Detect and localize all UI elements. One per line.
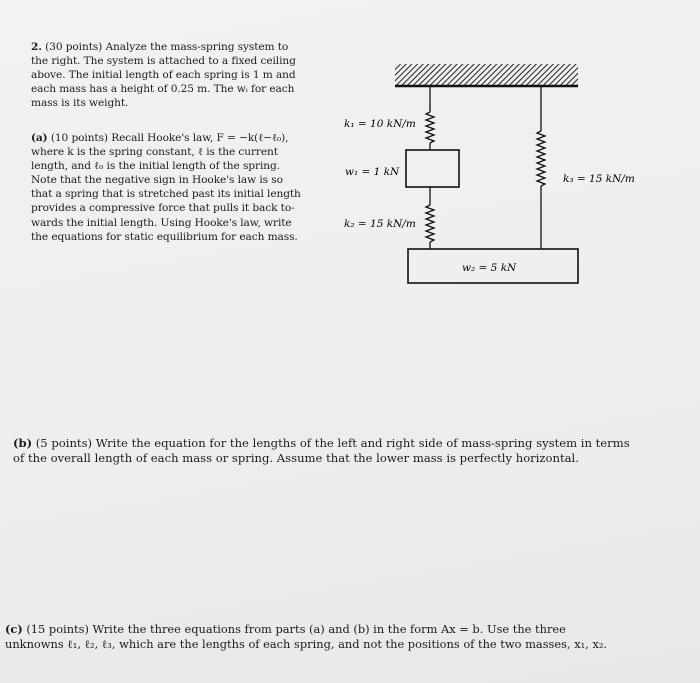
intro-line-3: each mass has a height of 0.25 m. The wᵢ for each	[31, 83, 295, 96]
part-a-line-4: that a spring that is stretched past its initial length	[31, 188, 301, 201]
intro-line-4: mass is its weight.	[31, 97, 129, 110]
part-c-points: (15 points)	[26, 622, 89, 636]
part-a-line-3: Note that the negative sign in Hooke's law is so	[31, 174, 283, 187]
spring-k3	[537, 86, 545, 249]
part-a-line-2: length, and ℓ₀ is the initial length of the spring.	[31, 160, 280, 173]
ceiling-hatch	[395, 64, 578, 86]
part-a-line-5: provides a compressive force that pulls it back to-	[31, 202, 295, 215]
part-a-line-1: where k is the spring constant, ℓ is the current	[31, 146, 278, 159]
intro-line-2: above. The initial length of each spring is 1 m and	[31, 69, 296, 82]
part-b	[13, 436, 630, 466]
spring-k1	[426, 86, 434, 150]
part-c-line-1: unknowns ℓ₁, ℓ₂, ℓ₃, which are the lengths of each spring, and not the positions of the two masses, x₁, x₂.	[5, 637, 608, 651]
part-b-line-1: of the overall length of each mass or spring. Assume that the lower mass is perfectly horizontal.	[13, 451, 579, 465]
intro-line-0: Analyze the mass-spring system to	[105, 41, 289, 53]
intro-line-1: the right. The system is attached to a fixed ceiling	[31, 55, 296, 68]
problem-points: (30 points)	[45, 41, 103, 53]
part-b-label: (b)	[13, 436, 33, 450]
spring-k2	[426, 187, 434, 249]
part-b-line-0: Write the equation for the lengths of the left and right side of mass-spring system in terms	[95, 436, 630, 450]
part-c	[5, 622, 607, 652]
part-a-label: (a)	[31, 132, 48, 144]
part-a-points: (10 points)	[50, 132, 108, 144]
label-w2: w₂ = 5 kN	[462, 262, 517, 274]
part-a-line-7: the equations for static equilibrium for each mass.	[31, 230, 298, 243]
part-a-line-6: wards the initial length. Using Hooke's law, write	[31, 216, 292, 229]
part-b-points: (5 points)	[35, 436, 93, 450]
part-c-label: (c)	[5, 622, 23, 636]
part-a-line-0: Recall Hooke's law, F = −k(ℓ−ℓ₀),	[111, 132, 289, 144]
label-k3: k₃ = 15 kN/m	[563, 173, 635, 185]
part-c-line-0: Write the three equations from parts (a) and (b) in the form Ax = b. Use the three	[92, 622, 566, 636]
label-k2: k₂ = 15 kN/m	[344, 218, 416, 230]
label-k1: k₁ = 10 kN/m	[344, 118, 416, 130]
label-w1: w₁ = 1 kN	[345, 166, 400, 178]
problem-number: 2.	[31, 41, 42, 53]
mass-w1	[406, 150, 459, 187]
